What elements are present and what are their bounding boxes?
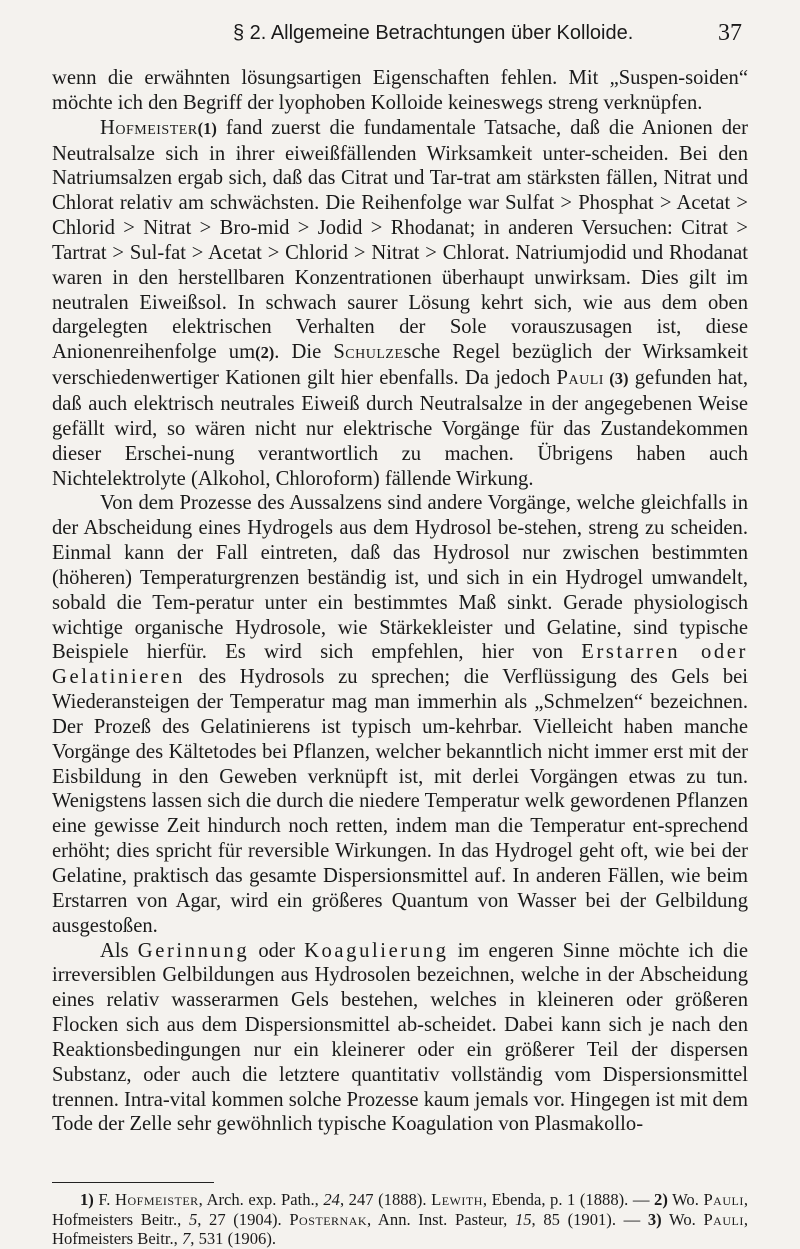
footnote-3-text-c: , 531 (1906). bbox=[190, 1229, 276, 1248]
paragraph-2-text-b: . Die bbox=[274, 341, 334, 364]
footnote-author: Pauli bbox=[703, 1190, 744, 1209]
paragraph-2 bbox=[52, 116, 748, 492]
footnote-1-text-c: , 247 (1888). bbox=[339, 1190, 432, 1209]
footnote-3-text-b: , Hofmeisters Beitr., bbox=[52, 1209, 748, 1248]
author-schulze: Schulze bbox=[333, 341, 404, 364]
footnote-divider bbox=[52, 1182, 214, 1183]
paragraph-4-text-a: Als bbox=[100, 939, 138, 962]
page-number: 37 bbox=[718, 20, 742, 46]
paragraph-2-text-a: fand zuerst die fundamentale Tatsache, daß die Anionen der Neutralsalze sich in ihrer eiweißfällenden Wirksamkeit unter-scheiden. Bei den Natriumsalzen ergab sich, daß das Citrat und Tar-trat am stärksten fällen, Nitrat und Chlorat relativ am schwächsten. Die Reihenfolge war Sulfat > Phosphat > Acetat > Chlorid > Nitrat > Bro-mid > Jodid > Rhodanat; in anderen Versuchen: Citrat > Tartrat > Sul-fat > Acetat > Chlorid > Nitrat > Chlorat. Natriumjodid und Rhodanat waren in den herstellbaren Konzentrationen überhaupt unwirksam. Dies gilt im neutralen Eiweißsol. In schwach saurer Lösung kehrt sich, wie aus dem oben dargelegten elektrischen Verhalten der Sole vorauszusagen ist, diese Anionenreihenfolge um bbox=[52, 116, 748, 364]
footnote-1-text-b: , Arch. exp. Path., bbox=[198, 1190, 324, 1209]
footnote-text bbox=[52, 1190, 748, 1249]
reference-marker-1: (1) bbox=[197, 118, 217, 138]
paragraph-4-text-b: oder bbox=[249, 939, 305, 962]
paragraph-4 bbox=[52, 939, 748, 1138]
footnote-author: Lewith bbox=[431, 1190, 483, 1209]
footnote-2-text-c: , 27 (1904). bbox=[197, 1209, 290, 1229]
footnote-volume: 5 bbox=[188, 1209, 198, 1229]
spaced-term-koagulierung: Koagulierung bbox=[304, 939, 449, 962]
section-title: § 2. Allgemeine Betrachtungen über Kolloide. bbox=[233, 22, 634, 44]
footnotes bbox=[52, 1190, 748, 1249]
footnote-volume: 7 bbox=[181, 1229, 191, 1248]
footnote-volume: 15 bbox=[514, 1209, 532, 1229]
footnote-2-text-d: , Ann. Inst. Pasteur, bbox=[367, 1209, 515, 1229]
footnote-author: Hofmeister bbox=[115, 1190, 199, 1209]
footnote-2-text-b: , Hofmeisters Beitr., bbox=[52, 1190, 748, 1229]
paragraph-2-text-c: sche Regel bezüglich der Wirksamkeit verschiedenwertiger Kationen gilt hier ebenfalls. Da jedoch bbox=[52, 341, 748, 390]
footnote-1-text-d: , Ebenda, p. 1 (1888). — bbox=[482, 1190, 655, 1209]
paragraph-4-text-c: im engeren Sinne möchte ich die irreversiblen Gelbildungen aus Hydrosolen bezeichnen, welche in der Abscheidung eines relativ wasserarmen Gels bestehen, welches in kleineren oder größeren Flocken sich aus dem Dispersionsmittel ab-scheidet. Dabei kann sich je nach den Reaktionsbedingungen nur ein kleinerer oder ein größerer Teil der dispersen Substanz, oder auch die letztere quantitativ vollständig vom Dispersionsmittel trennen. Intra-vital kommen solche Prozesse kaum jemals vor. Hingegen ist mit dem Tode der Zelle sehr gewöhnlich typische Koagulation von Plasmakollo- bbox=[52, 939, 749, 1136]
author-pauli: Pauli bbox=[556, 367, 604, 390]
running-header bbox=[0, 18, 800, 52]
paragraph-2-text-d: gefunden hat, daß auch elektrisch neutrales Eiweiß durch Neutralsalze in der angegebenen Weise gefällt wird, so wären nicht nur elektrische Vorgänge für das Zustandekommen dieser Erschei-nung verantwortlich zu machen. Übrigens haben auch Nichtelektrolyte (Alkohol, Chloroform) fällende Wirkung. bbox=[52, 367, 749, 490]
footnote-volume: 24 bbox=[323, 1190, 340, 1209]
footnote-number-3: 3) bbox=[647, 1209, 662, 1229]
footnote-2-text-a: Wo. bbox=[667, 1190, 704, 1209]
paragraph-1: wenn die erwähnten lösungsartigen Eigenschaften fehlen. Mit „Suspen-soiden“ möchte ich den Begriff der lyophoben Kolloide keineswegs streng verknüpfen. bbox=[52, 67, 748, 114]
footnote-number-1: 1) bbox=[80, 1190, 94, 1209]
paragraph-3-text-b: des Hydrosols zu sprechen; die Verflüssigung des Gels bei Wiederansteigen der Temperatur mag man immerhin als „Schmelzen“ bezeichnen. Der Prozeß des Gelatinierens ist typisch um-kehrbar. Vielleicht haben manche Vorgänge des Kältetodes bei Pflanzen, welcher bekanntlich nicht immer erst mit der Eisbildung in den Geweben verknüpft ist, mit derlei Vorgängen etwas zu tun. Wenigstens lassen sich die durch die niedere Temperatur welk gewordenen Pflanzen eine gewisse Zeit hindurch noch retten, indem man die Temperatur ent-sprechend erhöht; dies spricht für reversible Wirkungen. In das Hydrogel geht oft, wie bei der Gelatine, praktisch das gesamte Dispersionsmittel auf. In anderen Fällen, wie beim Erstarren von Agar, wird ein größeres Quantum von Wasser bei der Gelbildung ausgestoßen. bbox=[52, 666, 748, 937]
footnote-number-2: 2) bbox=[654, 1190, 668, 1209]
footnote-author: Pauli bbox=[703, 1209, 744, 1229]
spaced-term-gerinnung: Gerinnung bbox=[137, 939, 250, 962]
reference-marker-3: (3) bbox=[603, 369, 629, 389]
reference-marker-2: (2) bbox=[255, 343, 275, 363]
paragraph-3 bbox=[52, 491, 748, 938]
footnote-1-text-a: F. bbox=[93, 1190, 115, 1209]
paragraph-3-text-a: Von dem Prozesse des Aussalzens sind andere Vorgänge, welche gleichfalls in der Abscheidung eines Hydrogels aus dem Hydrosol be-stehen, streng zu scheiden. Einmal kann der Fall eintreten, daß das Hydrosol nur zwischen bestimmten (höheren) Temperaturgrenzen beständig ist, und sich in ein Hydrogel umwandelt, sobald die Tem-peratur unter ein bestimmtes Maß sinkt. Gerade physiologisch wichtige organische Hydrosole, wie Stärkekleister und Gelatine, sind typische Beispiele hierfür. Es wird sich empfehlen, hier von bbox=[52, 492, 748, 664]
author-hofmeister: Hofmeister bbox=[100, 116, 198, 139]
footnote-author: Posternak bbox=[289, 1209, 368, 1229]
body-text bbox=[52, 66, 748, 1137]
spaced-term-erstarren: Erstarren oder Gelatinieren bbox=[52, 641, 749, 689]
footnote-2-text-e: , 85 (1901). — bbox=[531, 1209, 648, 1229]
footnote-3-text-a: Wo. bbox=[661, 1209, 704, 1229]
